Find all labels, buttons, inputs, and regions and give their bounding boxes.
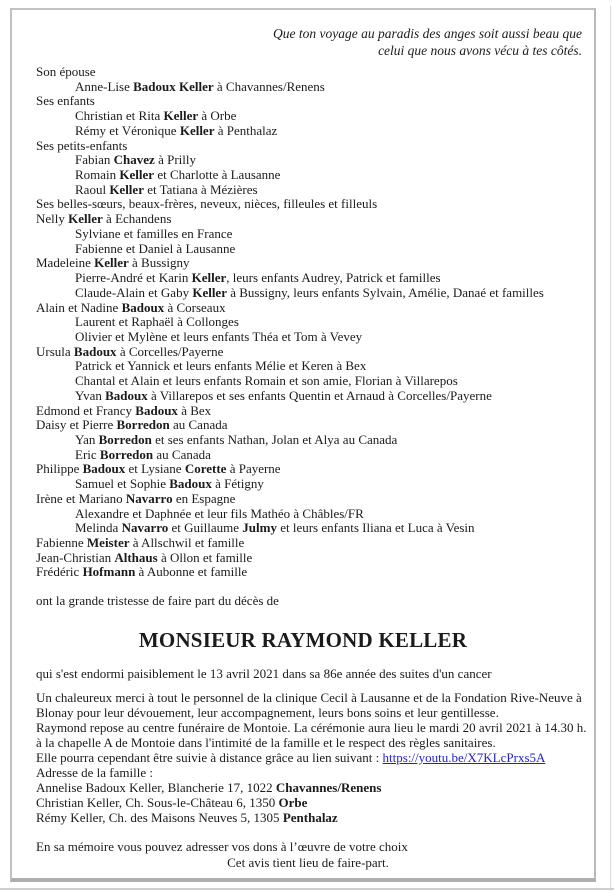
family-line — [36, 315, 590, 330]
bold-name-text: Orbe — [278, 795, 308, 810]
bold-name-text: Corette — [184, 461, 227, 477]
family-line — [36, 242, 590, 257]
plain-text: à Orbe — [198, 108, 237, 124]
family-line — [36, 109, 590, 124]
plain-text: à la chapelle A de Montoie dans l'intimité de la famille et le respect des règles sanitaires. — [36, 735, 496, 750]
plain-text: Blonay pour leur dévouement, leur accompagnement, leurs bons soins et leur gentillesse. — [36, 705, 499, 720]
bold-name-text: Badoux — [135, 402, 178, 418]
plain-text: à Ollon et famille — [157, 549, 253, 565]
plain-text: Raymond repose au centre funéraire de Montoie. La cérémonie aura lieu le mardi 20 avril 2021 à 14.30 h. — [36, 720, 587, 735]
bold-name-text: Badoux — [169, 476, 212, 492]
plain-text: Adresse de la famille : — [36, 765, 153, 780]
bold-name-text: Julmy — [242, 520, 277, 536]
plain-text: Claude-Alain et Gaby — [75, 284, 193, 300]
bold-name-text: Keller — [163, 108, 199, 124]
plain-text: Christian et Rita — [75, 108, 164, 124]
intro-line: ont la grande tristesse de faire part du décès de — [36, 593, 279, 608]
bold-name-text: Keller — [119, 167, 155, 183]
plain-text: Madeleine — [36, 255, 95, 271]
plain-text: et Guillaume — [168, 520, 243, 536]
family-line — [36, 565, 590, 580]
plain-text: à Allschwil et famille — [129, 535, 245, 550]
plain-text: Jean-Christian — [36, 549, 115, 565]
plain-text: à Bussigny — [128, 255, 190, 271]
bold-name-text: Borredon — [99, 446, 154, 462]
detail-line — [36, 765, 594, 780]
family-line — [36, 153, 590, 168]
closing-block — [36, 839, 580, 870]
bold-name-text: Badoux — [121, 299, 165, 315]
family-line — [36, 197, 590, 212]
bold-name-text: Hofmann — [82, 564, 136, 580]
bold-name-text: Chavannes/Renens — [275, 780, 382, 795]
bold-name-text: Penthalaz — [282, 810, 338, 825]
plain-text: Frédéric — [36, 564, 83, 580]
plain-text: Fabienne — [36, 535, 87, 550]
plain-text: Eric — [75, 446, 100, 462]
plain-text: Irène et Mariano — [36, 490, 126, 506]
family-line — [36, 65, 590, 80]
plain-text: et Charlotte à Lausanne — [154, 167, 281, 183]
family-line — [36, 389, 590, 404]
plain-text: Yvan — [75, 387, 106, 403]
death-notice-line: qui s'est endormi paisiblement le 13 avril 2021 dans sa 86e année des suites d'un cancer — [36, 666, 492, 681]
plain-text: Alain et Nadine — [36, 299, 122, 315]
plain-text: Chantal et Alain et leurs enfants Romain et son amie, Florian à Villarepos — [75, 373, 458, 389]
family-line — [36, 448, 590, 463]
family-line — [36, 301, 590, 316]
scan-page-edge-right — [610, 6, 611, 891]
scan-page-edge-bottom — [0, 888, 614, 890]
plain-text: à Corcelles/Payerne — [116, 343, 224, 359]
bold-name-text: Keller — [192, 284, 227, 300]
plain-text: Patrick et Yannick et leurs enfants Mélie et Keren à Bex — [75, 358, 367, 374]
family-line — [36, 227, 590, 242]
plain-text: Annelise Badoux Keller, Blancherie 17, 1022 — [36, 780, 276, 795]
plain-text: et Lysiane — [125, 461, 185, 477]
epigraph-line-2: celui que nous avons vécu à tes côtés. — [378, 42, 582, 58]
family-line — [36, 139, 590, 154]
detail-line — [36, 780, 594, 795]
family-line — [36, 94, 590, 109]
bold-name-text: Chavez — [113, 152, 155, 168]
plain-text: Ses enfants — [36, 93, 95, 109]
family-line — [36, 374, 590, 389]
family-line — [36, 330, 590, 345]
bold-name-text: Navarro — [121, 520, 169, 536]
youtube-stream-link[interactable]: https://youtu.be/X7KLcPrxs5A — [382, 750, 546, 765]
plain-text: Raoul — [75, 181, 110, 197]
plain-text: au Canada — [169, 417, 228, 433]
family-line — [36, 80, 590, 95]
plain-text: Nelly — [36, 211, 69, 227]
plain-text: en Espagne — [172, 490, 236, 506]
plain-text: à Echandens — [102, 211, 172, 227]
bold-name-text: Navarro — [125, 490, 173, 506]
plain-text: à Aubonne et famille — [135, 564, 248, 580]
plain-text: Cet avis tient lieu de faire-part. — [227, 854, 389, 870]
detail-line — [36, 810, 594, 825]
family-line — [36, 286, 590, 301]
plain-text: à Fétigny — [211, 476, 264, 492]
bold-name-text: Keller — [179, 122, 215, 138]
plain-text: à Villarepos et ses enfants Quentin et Arnaud à Corcelles/Payerne — [147, 387, 492, 403]
detail-line — [36, 720, 594, 735]
plain-text: à Chavannes/Renens — [213, 78, 325, 94]
bold-name-text: Keller — [68, 211, 103, 227]
family-list — [36, 65, 590, 580]
detail-line — [36, 750, 594, 765]
plain-text: Edmond et Francy — [36, 402, 136, 418]
family-line — [36, 183, 590, 198]
ceremony-details — [36, 690, 594, 825]
family-line — [36, 124, 590, 139]
plain-text: et ses enfants Nathan, Jolan et Alya au Canada — [151, 431, 398, 447]
plain-text: Son épouse — [36, 64, 96, 79]
plain-text: à Bex — [177, 402, 212, 418]
plain-text: Christian Keller, Ch. Sous-le-Château 6, 1350 — [36, 795, 279, 810]
bold-name-text: Meister — [86, 535, 130, 550]
plain-text: à Corseaux — [164, 299, 226, 315]
bold-name-text: Badoux Keller — [133, 78, 214, 94]
family-line — [36, 168, 590, 183]
family-line — [36, 536, 590, 551]
plain-text: et Tatiana à Mézières — [143, 181, 258, 197]
epigraph — [200, 26, 582, 59]
bold-name-text: Badoux — [73, 343, 117, 359]
plain-text: Sylviane et familles en France — [75, 225, 233, 241]
plain-text: et leurs enfants Iliana et Luca à Vesin — [276, 520, 475, 536]
detail-line — [36, 705, 594, 720]
plain-text: à Prilly — [154, 152, 196, 168]
epigraph-line-1: Que ton voyage au paradis des anges soit aussi beau que — [273, 26, 582, 41]
bold-name-text: Badoux — [105, 387, 148, 403]
family-line — [36, 433, 590, 448]
bold-name-text: Borredon — [116, 417, 170, 433]
detail-line — [36, 735, 594, 750]
plain-text: Philippe — [36, 461, 83, 477]
closing-line — [36, 855, 580, 871]
plain-text: Olivier et Mylène et leurs enfants Théa et Tom à Vevey — [75, 328, 363, 344]
plain-text: Fabienne et Daniel à Lausanne — [75, 240, 236, 256]
plain-text: Pierre-André et Karin — [75, 270, 192, 286]
plain-text: à Payerne — [226, 461, 281, 477]
plain-text: Melinda — [75, 520, 122, 536]
family-line — [36, 404, 590, 419]
plain-text: Ses petits-enfants — [36, 137, 128, 153]
plain-text: Fabian — [75, 152, 114, 168]
plain-text: Rémy Keller, Ch. des Maisons Neuves 5, 1305 — [36, 810, 283, 825]
plain-text: En sa mémoire vous pouvez adresser vos dons à l’œuvre de votre choix — [36, 839, 408, 854]
plain-text: Anne-Lise — [75, 78, 134, 94]
plain-text: Yan — [75, 431, 99, 447]
family-line — [36, 418, 590, 433]
family-line — [36, 521, 590, 536]
family-line — [36, 492, 590, 507]
plain-text: Samuel et Sophie — [75, 476, 170, 492]
detail-line — [36, 690, 594, 705]
plain-text: Daisy et Pierre — [36, 417, 117, 433]
closing-line — [36, 839, 580, 855]
detail-line — [36, 795, 594, 810]
family-line — [36, 551, 590, 566]
plain-text: Un chaleureux merci à tout le personnel de la clinique Cecil à Lausanne et de la Fondation Rive-Neuve à — [36, 690, 582, 705]
plain-text: Ursula — [36, 343, 74, 359]
bold-name-text: Keller — [191, 270, 227, 286]
family-line — [36, 256, 590, 271]
plain-text: à Penthalaz — [214, 122, 278, 138]
bold-name-text: Keller — [109, 181, 144, 197]
family-line — [36, 507, 590, 522]
family-line — [36, 345, 590, 360]
plain-text: Elle pourra cependant être suivie à distance grâce au lien suivant : — [36, 750, 383, 765]
plain-text: au Canada — [153, 446, 211, 462]
plain-text: Alexandre et Daphnée et leur fils Mathéo à Châbles/FR — [75, 505, 364, 521]
plain-text: , leurs enfants Audrey, Patrick et familles — [226, 270, 441, 286]
family-line — [36, 359, 590, 374]
bold-name-text: Badoux — [82, 461, 126, 477]
deceased-name-heading: MONSIEUR RAYMOND KELLER — [138, 628, 468, 652]
plain-text: Romain — [75, 167, 120, 183]
bold-name-text: Borredon — [98, 431, 152, 447]
plain-text: Ses belles-sœurs, beaux-frères, neveux, nièces, filleules et filleuls — [36, 196, 378, 212]
plain-text: Laurent et Raphaël à Collonges — [75, 314, 239, 330]
family-line — [36, 462, 590, 477]
plain-text: à Bussigny, leurs enfants Sylvain, Amélie, Danaé et familles — [226, 284, 544, 300]
family-line — [36, 477, 590, 492]
bold-name-text: Keller — [94, 255, 129, 271]
family-line — [36, 271, 590, 286]
bold-name-text: Althaus — [114, 549, 158, 565]
plain-text: Rémy et Véronique — [75, 122, 180, 138]
family-line — [36, 212, 590, 227]
